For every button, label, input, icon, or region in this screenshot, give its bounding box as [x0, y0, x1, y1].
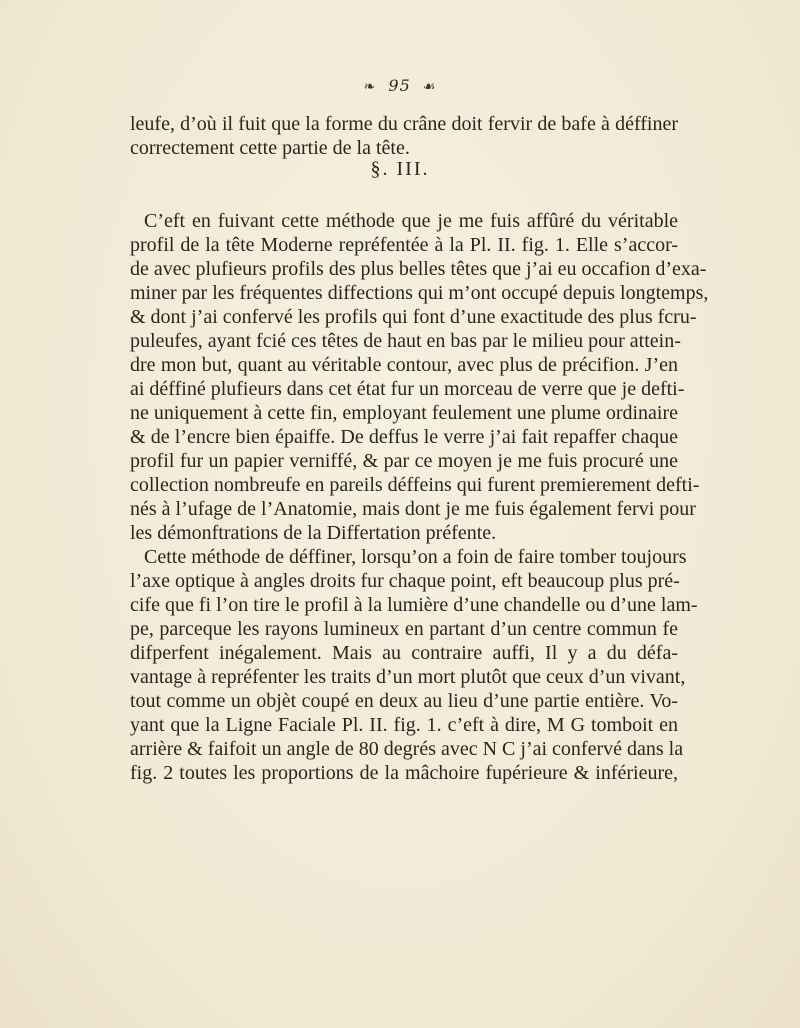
text-line: les démonftrations de la Differtation préfente.	[130, 522, 497, 544]
text-line: difperfent inégalement. Mais au contraire auffi, Il y a du défa-	[130, 642, 678, 664]
text-line: profil de la tête Moderne repréfentée à la Pl. II. fig. 1. Elle s’accor-	[130, 234, 678, 256]
text-line: C’eft en fuivant cette méthode que je me fuis affûré du véritable	[144, 210, 678, 232]
paragraph-continuation	[130, 112, 678, 160]
text-line: Cette méthode de déffiner, lorsqu’on a foin de faire tomber toujours	[144, 546, 687, 568]
text-line: vantage à repréfenter les traits d’un mort plutôt que ceux d’un vivant,	[130, 666, 686, 688]
text-line: pe, parceque les rayons lumineux en partant d’un centre commun fe	[130, 618, 678, 640]
text-line: yant que la Ligne Faciale Pl. II. fig. 1. c’eft à dire, M G tomboit en	[130, 714, 678, 736]
text-line: cife que fi l’on tire le profil à la lumière d’une chandelle ou d’une lam-	[130, 594, 698, 616]
text-line: collection nombreufe en pareils déffeins qui furent premierement defti-	[130, 474, 700, 496]
text-line: fig. 2 toutes les proportions de la mâchoire fupérieure & inférieure,	[130, 762, 678, 784]
text-line: profil fur un papier verniffé, & par ce moyen je me fuis procuré une	[130, 450, 678, 472]
text-line: nés à l’ufage de l’Anatomie, mais dont je me fuis également fervi pour	[130, 498, 696, 520]
paragraph-comparison	[130, 545, 698, 785]
text-line: ai déffiné plufieurs dans cet état fur un morceau de verre que je defti-	[130, 378, 685, 400]
text-line: miner par les fréquentes diffections qui m’ont occupé depuis longtemps,	[130, 282, 709, 304]
text-line: ne uniquement à cette fin, employant feulement une plume ordinaire	[130, 402, 678, 424]
text-line: arrière & faifoit un angle de 80 degrés avec N C j’ai confervé dans la	[130, 738, 684, 760]
text-line: tout comme un objèt coupé en deux au lieu d’une partie entière. Vo-	[130, 690, 678, 712]
text-line: correctement cette partie de la tête.	[130, 137, 410, 159]
page-header	[0, 76, 800, 95]
text-line: & de l’encre bien épaiffe. De deffus le verre j’ai fait repaffer chaque	[130, 426, 678, 448]
section-heading: §. III.	[370, 158, 430, 180]
text-line: & dont j’ai confervé les profils qui font d’une exactitude des plus fcru-	[130, 306, 697, 328]
paragraph-method	[130, 209, 709, 545]
ornament-right-icon: ☙	[422, 79, 437, 95]
text-line: puleufes, ayant fcié ces têtes de haut en bas par le milieu pour attein-	[130, 330, 681, 352]
text-line: dre mon but, quant au véritable contour, avec plus de précifion. J’en	[130, 354, 678, 376]
text-line: de avec plufieurs profils des plus belles têtes que j’ai eu occafion d’exa-	[130, 258, 707, 280]
ornament-left-icon: ❧	[363, 79, 377, 95]
page-number: 95	[388, 76, 411, 95]
text-line: leufe, d’où il fuit que la forme du crâne doit fervir de bafe à déffiner	[130, 113, 678, 135]
text-line: l’axe optique à angles droits fur chaque point, eft beaucoup plus pré-	[130, 570, 680, 592]
